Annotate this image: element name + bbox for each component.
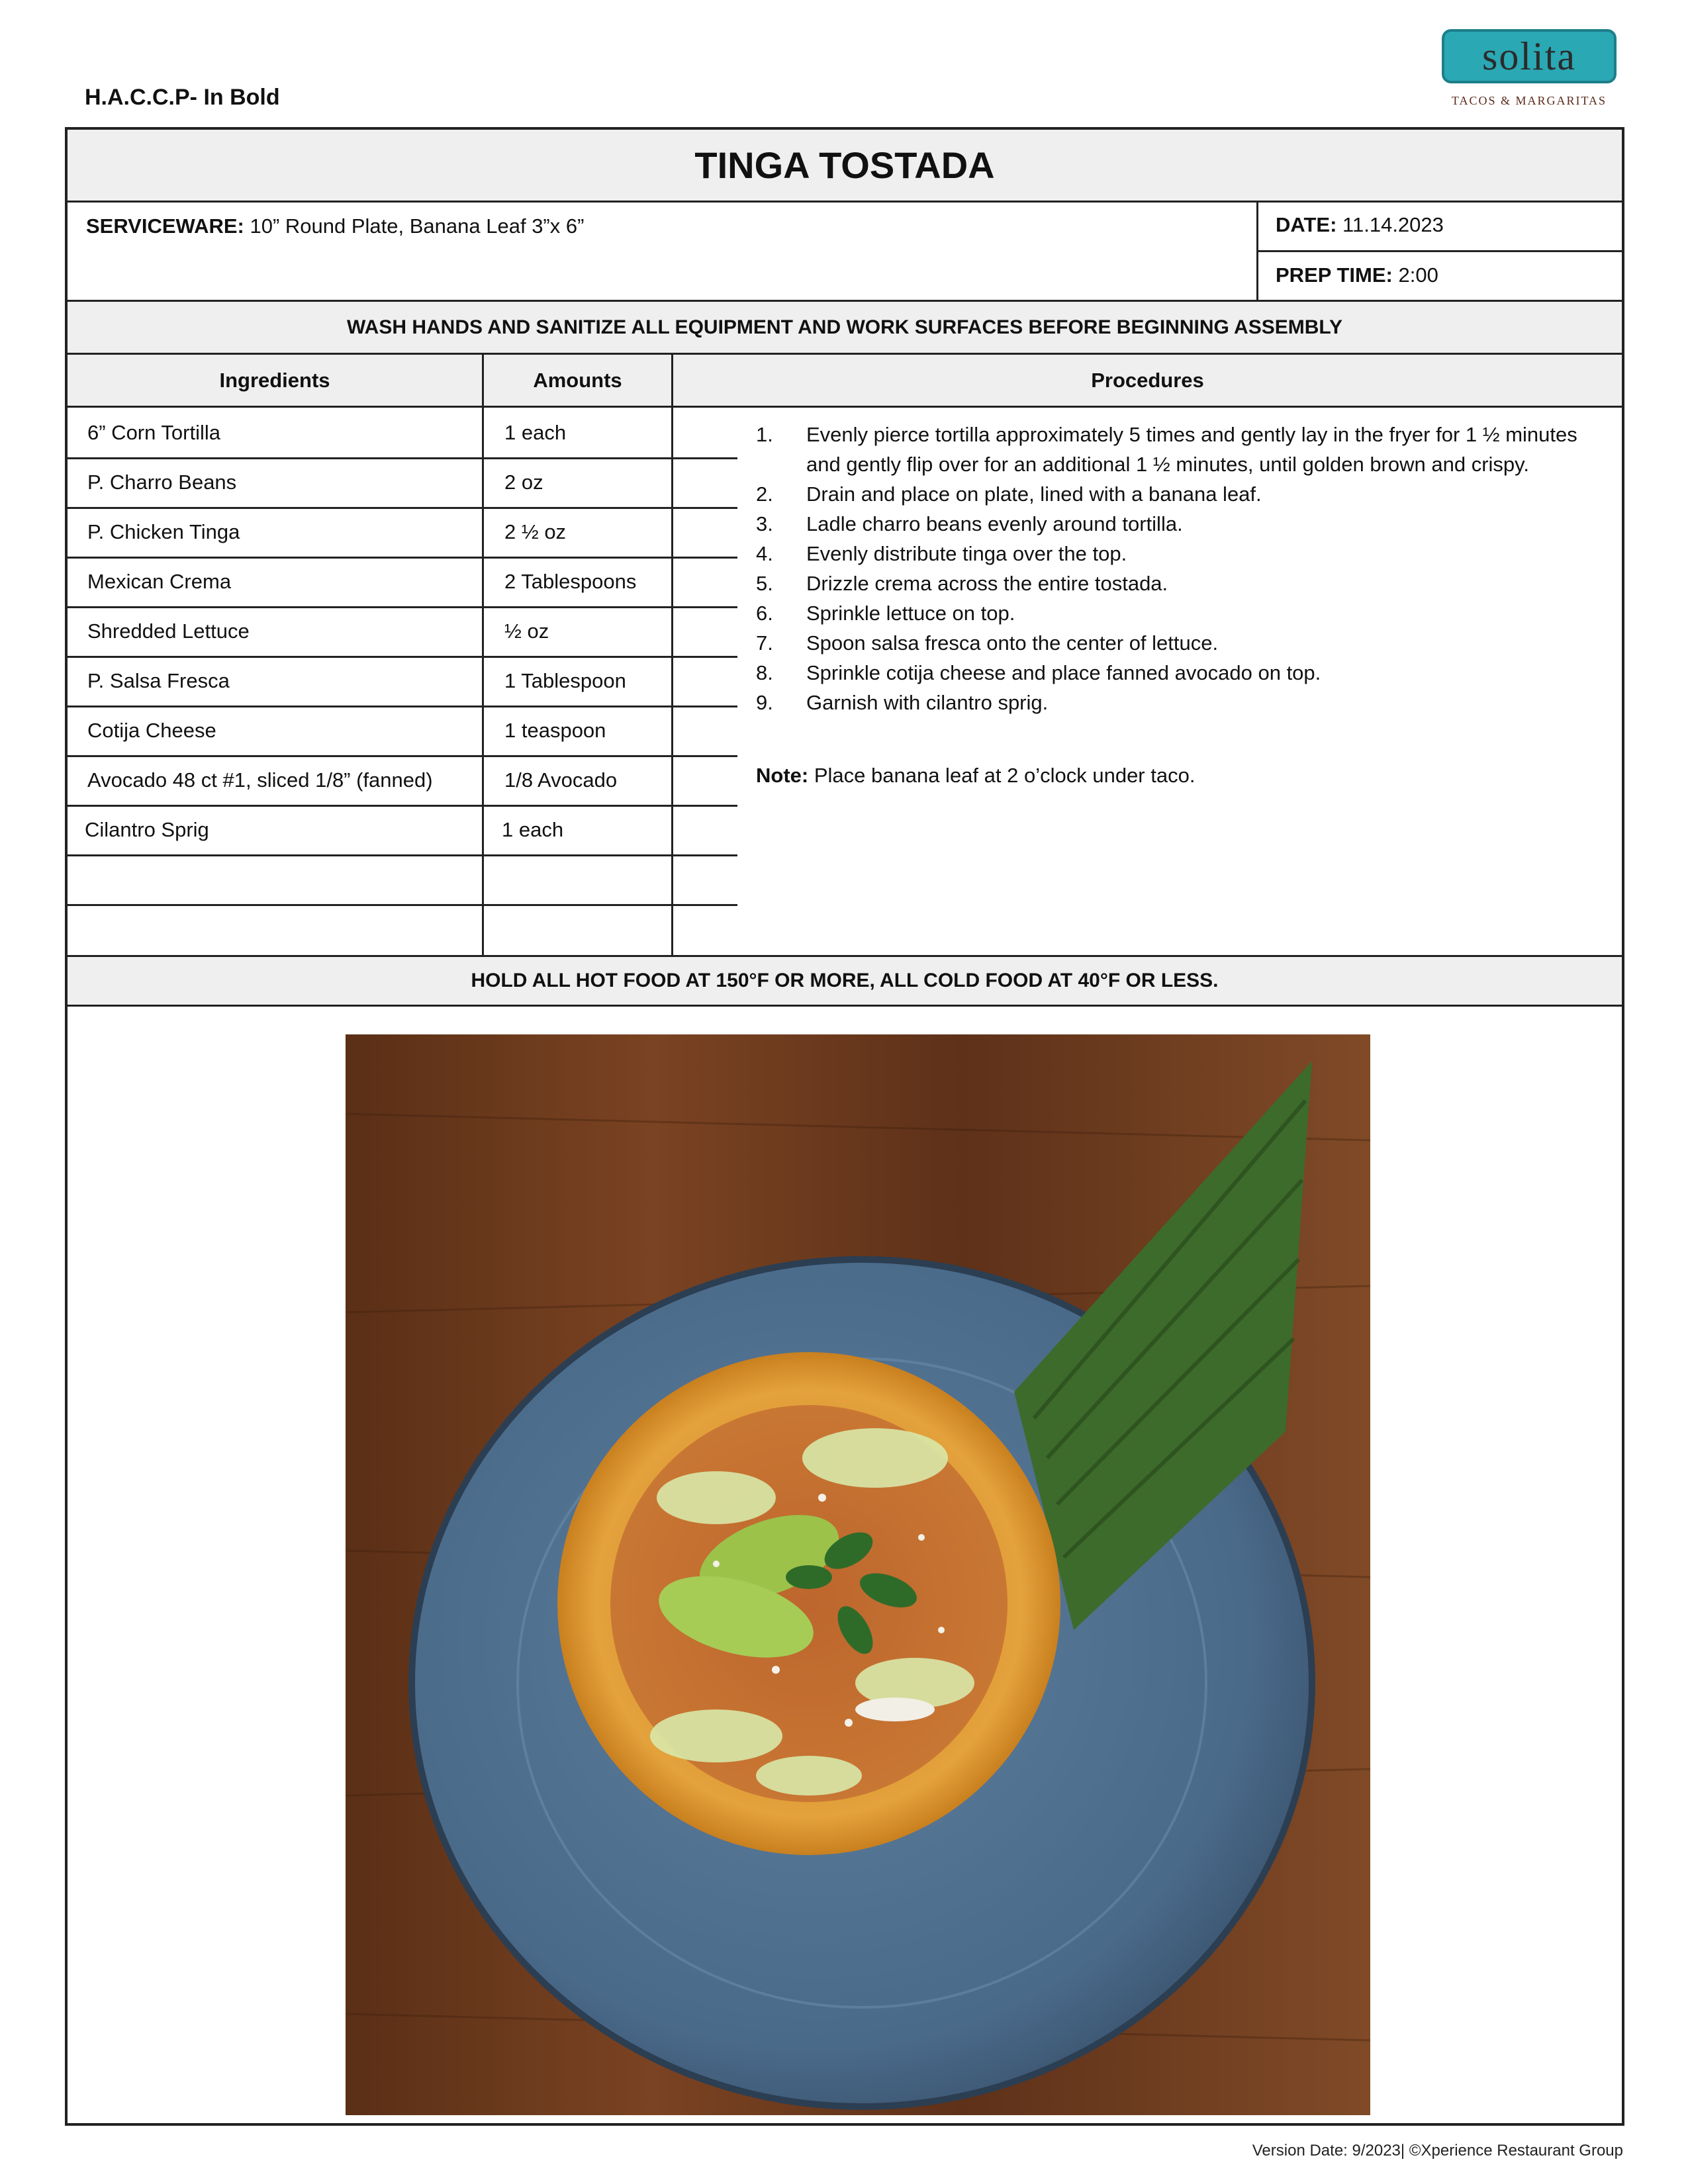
ingredient-name: P. Salsa Fresca <box>87 669 230 692</box>
ingredient-name: Cotija Cheese <box>87 719 216 742</box>
ingredient-row <box>68 606 737 658</box>
version-footer: Version Date: 9/2023| ©Xperience Restaurant Group <box>1252 2142 1623 2160</box>
procedure-step <box>756 598 1603 628</box>
step-number: 9. <box>756 691 773 714</box>
dish-photo <box>346 1034 1370 2115</box>
meta-divider <box>1258 250 1624 252</box>
step-number: 1. <box>756 423 773 446</box>
serviceware-value: 10” Round Plate, Banana Leaf 3”x 6” <box>250 214 585 238</box>
recipe-card <box>65 127 1624 2126</box>
procedures-list <box>756 420 1603 790</box>
procedure-step <box>756 658 1603 688</box>
ingredient-name: Cilantro Sprig <box>85 818 209 841</box>
note-label: Note: <box>756 764 809 787</box>
recipe-title: TINGA TOSTADA <box>68 130 1622 203</box>
step-text: Garnish with cilantro sprig. <box>806 691 1049 714</box>
ingredient-row <box>68 557 737 608</box>
step-number: 8. <box>756 661 773 684</box>
wash-hands-notice: WASH HANDS AND SANITIZE ALL EQUIPMENT AND WORK SURFACES BEFORE BEGINNING ASSEMBLY <box>68 302 1622 355</box>
ingredient-amount: 2 Tablespoons <box>504 570 637 593</box>
crema <box>855 1698 935 1721</box>
ingredient-name: Mexican Crema <box>87 570 232 593</box>
step-number: 7. <box>756 631 773 655</box>
solita-logo <box>1436 29 1622 114</box>
step-text: Evenly distribute tinga over the top. <box>806 542 1127 565</box>
logo-badge: solita <box>1442 29 1617 83</box>
step-text: Sprinkle lettuce on top. <box>806 602 1015 625</box>
header-amounts: Amounts <box>533 368 622 392</box>
date-value: 11.14.2023 <box>1342 213 1444 236</box>
ingredient-row <box>68 656 737 707</box>
ingredient-amount: 2 oz <box>504 471 543 494</box>
ingredient-name: Shredded Lettuce <box>87 619 250 643</box>
assembly-note <box>756 760 1603 790</box>
procedure-step <box>756 539 1603 569</box>
ingredient-row <box>68 457 737 509</box>
date-field <box>1276 213 1444 237</box>
ingredient-row <box>68 805 737 856</box>
ingredient-amount: ½ oz <box>504 619 549 643</box>
ingredient-row <box>68 705 737 757</box>
ingredient-name: Avocado 48 ct #1, sliced 1/8” (fanned) <box>87 768 433 792</box>
hold-temperature-notice: HOLD ALL HOT FOOD AT 150°F OR MORE, ALL COLD FOOD AT 40°F OR LESS. <box>68 957 1622 1007</box>
ingredient-amount: 2 ½ oz <box>504 520 567 543</box>
date-label: DATE: <box>1276 213 1337 236</box>
ingredient-name: P. Chicken Tinga <box>87 520 240 543</box>
step-number: 6. <box>756 602 773 625</box>
header-procedures: Procedures <box>1091 368 1204 392</box>
header-ingredients: Ingredients <box>219 368 330 392</box>
serviceware-row <box>68 203 1622 302</box>
serviceware-label: SERVICEWARE: <box>86 214 244 238</box>
procedure-step <box>756 688 1603 717</box>
procedure-step <box>756 479 1603 509</box>
prep-time-value: 2:00 <box>1398 263 1438 287</box>
step-text: Spoon salsa fresca onto the center of lettuce. <box>806 631 1219 655</box>
ingredient-amount: 1 each <box>502 818 564 841</box>
step-text: Sprinkle cotija cheese and place fanned avocado on top. <box>806 661 1321 684</box>
ingredient-row <box>68 507 737 559</box>
ingredient-row <box>68 408 737 459</box>
note-text: Place banana leaf at 2 o’clock under taco. <box>814 764 1196 787</box>
step-text: Evenly pierce tortilla approximately 5 times and gently lay in the fryer for 1 ½ minutes and gently flip over for an additional 1 ½ minutes, until golden brown and crispy. <box>806 423 1577 476</box>
ingredient-row-empty <box>68 904 737 954</box>
ingredient-amount: 1/8 Avocado <box>504 768 618 792</box>
ingredient-amount: 1 teaspoon <box>504 719 606 742</box>
prep-time-label: PREP TIME: <box>1276 263 1393 287</box>
column-headers <box>68 355 1622 408</box>
step-text: Ladle charro beans evenly around tortilla. <box>806 512 1183 535</box>
procedure-step <box>756 628 1603 658</box>
step-number: 4. <box>756 542 773 565</box>
step-text: Drizzle crema across the entire tostada. <box>806 572 1168 595</box>
step-text: Drain and place on plate, lined with a banana leaf. <box>806 482 1262 506</box>
serviceware <box>86 214 584 238</box>
logo-tagline: TACOS & MARGARITAS <box>1451 94 1607 107</box>
recipe-body <box>68 408 1622 957</box>
ingredient-amount: 1 each <box>504 421 567 444</box>
step-number: 5. <box>756 572 773 595</box>
step-number: 3. <box>756 512 773 535</box>
ingredient-name: P. Charro Beans <box>87 471 237 494</box>
step-number: 2. <box>756 482 773 506</box>
meta-column <box>1256 203 1624 300</box>
prep-time-field <box>1276 263 1438 287</box>
ingredient-row <box>68 755 737 807</box>
ingredient-row-empty <box>68 854 737 906</box>
procedure-step <box>756 569 1603 598</box>
procedure-step <box>756 509 1603 539</box>
ingredient-amount: 1 Tablespoon <box>504 669 626 692</box>
haccp-label: H.A.C.C.P- In Bold <box>85 85 280 110</box>
ingredient-name: 6” Corn Tortilla <box>87 421 221 444</box>
procedure-step <box>756 420 1603 479</box>
